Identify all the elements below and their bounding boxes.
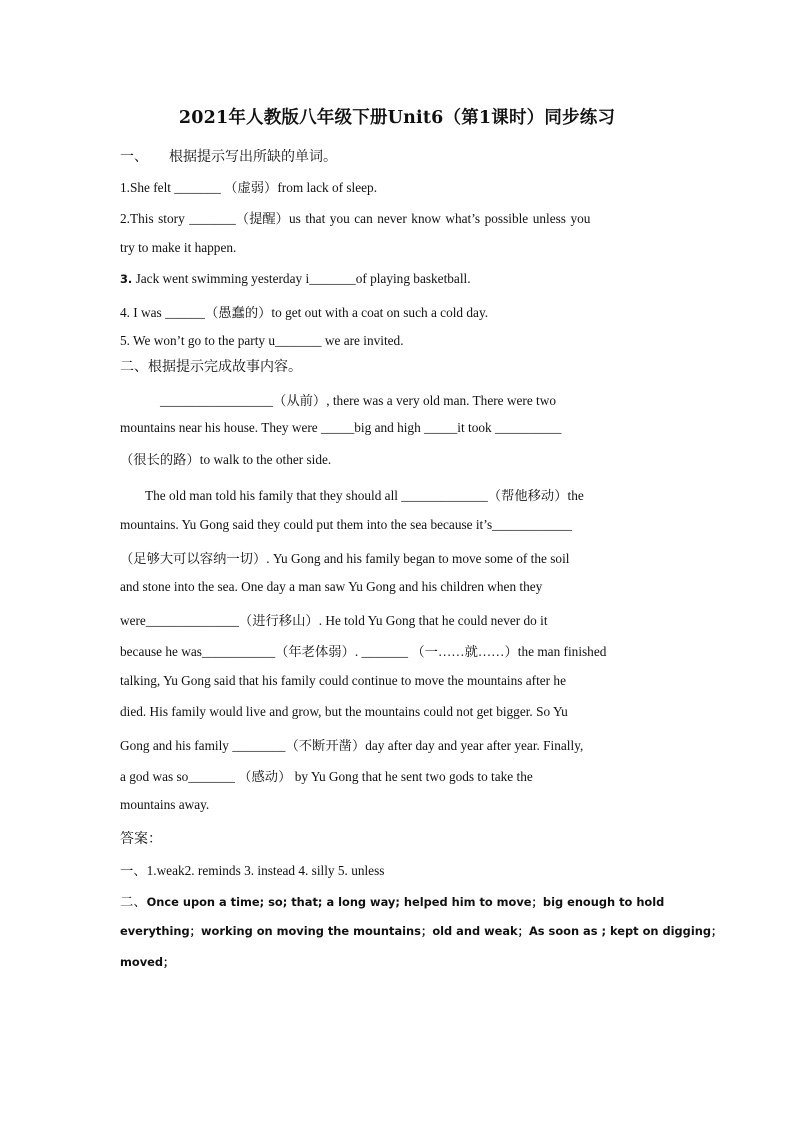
story-p2-line-6: because he was___________（年老体弱）. _______ （一……就……）the man finished	[120, 644, 607, 659]
answers-section1: 一、1.weak2. reminds 3. instead 4. silly 5. unless	[120, 863, 385, 878]
story-p2-line-1: The old man told his family that they should all _____________（帮他移动）the	[145, 488, 584, 503]
story-p2-line-4: and stone into the sea. One day a man saw Yu Gong and his children when they	[120, 579, 543, 594]
question-4: 4. I was ______（愚蠢的）to get out with a coat on such a cold day.	[120, 305, 489, 320]
story-p2-line-11: mountains away.	[120, 797, 210, 812]
question-1: 1.She felt _______ （虚弱）from lack of sleep.	[120, 180, 378, 195]
answers-section2-line-3: moved；	[120, 955, 175, 969]
story-p1-line-3: （很长的路）to walk to the other side.	[120, 452, 332, 467]
story-p2-line-8: died. His family would live and grow, but the mountains could not get bigger. So Yu	[120, 704, 568, 719]
story-p1-line-1: _________________（从前）, there was a very old man. There were two	[160, 393, 556, 408]
answers-section2-line-2: everything；working on moving the mountains；old and weak；As soon as ; kept on digging；	[120, 924, 723, 938]
answers-section2-prefix: 二、	[120, 894, 147, 909]
story-p2-line-9: Gong and his family ________（不断开凿）day after day and year after year. Finally,	[120, 738, 584, 753]
story-p2-line-2: mountains. Yu Gong said they could put them into the sea because it’s____________	[120, 517, 572, 532]
section1-heading: 一、 根据提示写出所缺的单词。	[120, 150, 337, 165]
page-title: 2021年人教版八年级下册Unit6（第1课时）同步练习	[178, 108, 616, 128]
story-p2-line-5: were______________（进行移山）. He told Yu Gong that he could never do it	[120, 613, 548, 628]
answers-section2-text-1: Once upon a time; so; that; a long way; helped him to move；big enough to hold	[146, 895, 665, 909]
question-3-text: Jack went swimming yesterday i_______of playing basketball.	[132, 271, 471, 286]
question-3	[120, 271, 471, 287]
story-p1-line-2: mountains near his house. They were _____big and high _____it took __________	[120, 420, 562, 435]
question-3-number: 3.	[120, 272, 133, 286]
section2-heading: 二、根据提示完成故事内容。	[120, 360, 302, 375]
answers-heading: 答案：	[120, 832, 162, 847]
story-p2-line-7: talking, Yu Gong said that his family could continue to move the mountains after he	[120, 673, 566, 688]
question-5: 5. We won’t go to the party u_______ we are invited.	[120, 333, 404, 348]
story-p2-line-3: （足够大可以容纳一切）. Yu Gong and his family began to move some of the soil	[120, 551, 570, 566]
story-p2-line-10: a god was so_______ （感动） by Yu Gong that he sent two gods to take the	[120, 769, 533, 784]
answers-section2-line-1	[120, 891, 664, 910]
question-2-line-1: 2.This story _______（提醒）us that you can never know what’s possible unless you	[120, 211, 591, 226]
question-2-line-2: try to make it happen.	[120, 240, 237, 255]
